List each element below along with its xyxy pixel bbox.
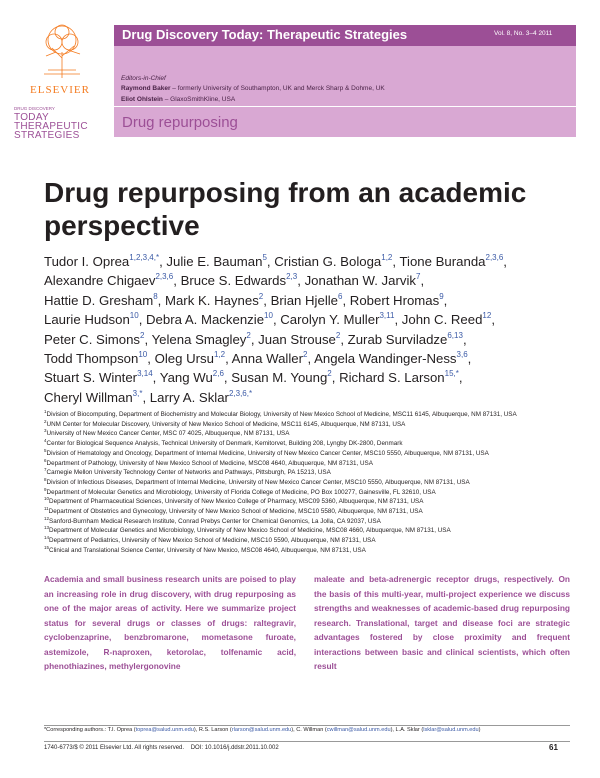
author-affiliation-marker[interactable]: 2 <box>246 330 251 340</box>
journal-logo <box>14 104 112 140</box>
author <box>160 370 224 385</box>
author-name: Laurie Hudson <box>44 312 130 328</box>
affiliation-number: 7 <box>44 467 47 473</box>
author-affiliation-marker[interactable]: 2 <box>327 369 332 379</box>
author <box>399 254 503 269</box>
journal-title: Drug Discovery Today: Therapeutic Strategies <box>122 27 408 42</box>
affiliation <box>44 536 564 546</box>
affiliation-text: Department of Molecular Genetics and Microbiology, University of New Mexico School of Medicine, MSC08 4660, Albuquerque, NM 87131, USA <box>49 527 451 535</box>
affiliation-number: 5 <box>44 447 47 453</box>
author <box>165 293 263 308</box>
affiliation <box>44 449 564 459</box>
affiliation <box>44 497 564 507</box>
affiliation-text: Department of Pediatrics, University of New Mexico School of Medicine, MSC10 5590, Albuquerque, NM 87131, USA <box>49 537 376 545</box>
author-line: Tudor I. Oprea$^{1,2,3,4,*}$, Julie E. Bauman$^5$, Cristian G. Bologa$^{1,2}$, Tione Buranda$^{2,3,6}$, <box>44 253 507 269</box>
affiliation-text: Center for Biological Sequence Analysis, Technical University of Denmark, Kemitorvet, Building 208, Lyngby DK-2800, Denmark <box>46 440 403 448</box>
corresponding-authors-footnote <box>44 727 570 733</box>
author-affiliation-marker[interactable]: 6 <box>338 291 343 301</box>
affiliation-number: 4 <box>44 438 47 444</box>
author-name: Bruce S. Edwards <box>180 273 287 289</box>
author-line: Todd Thompson$^{10}$, Oleg Ursu$^{1,2}$, Anna Waller$^2$, Angela Wandinger-Ness$^{3,6}$, <box>44 350 472 367</box>
author-name: Brian Hjelle <box>270 292 339 308</box>
affiliation <box>44 478 564 488</box>
author-line: Laurie Hudson$^{10}$, Debra A. Mackenzie$^{10}$, Carolyn Y. Muller$^{3,11}$, John C. Reed$^{12}$, <box>44 311 495 328</box>
affiliation <box>44 546 564 556</box>
affiliation-number: 2 <box>44 418 47 424</box>
author-name: Juan Strouse <box>258 331 336 347</box>
author-affiliation-marker[interactable]: 10 <box>264 311 273 321</box>
footnote-text: *Corresponding authors.: T.I. Oprea ( <box>44 727 136 733</box>
author-name: Oleg Ursu <box>154 351 214 367</box>
affiliation-number: 14 <box>44 535 50 541</box>
author <box>166 254 266 269</box>
affiliation-text: UNM Center for Molecular Discovery, University of New Mexico School of Medicine, MSC11 6145, Albuquerque, NM 87131, USA <box>46 420 406 428</box>
affiliation-number: 11 <box>44 506 49 512</box>
title-line: perspective <box>44 210 200 241</box>
author-affiliation-marker[interactable]: 1,2 <box>213 350 226 360</box>
email-link[interactable]: toprea@salud.unm.edu <box>135 727 194 733</box>
author-line: Stuart S. Winter$^{3,14}$, Yang Wu$^{2,6}$, Susan M. Young$^2$, Richard S. Larson$^{15,*}$, <box>44 369 463 386</box>
author-name: Angela Wandinger-Ness <box>314 351 457 367</box>
affiliation-number: 10 <box>44 496 50 502</box>
journal-logo-line: STRATEGIES <box>14 130 80 141</box>
author-line: Cheryl Willman$^{3,*}$, Larry A. Sklar$^{2,3,6,*}$ <box>44 388 253 405</box>
journal-logo-line: THERAPEUTIC <box>14 121 88 132</box>
editor-name: Raymond Baker <box>121 85 171 92</box>
affiliation-number: 8 <box>44 476 47 482</box>
author-affiliation-marker[interactable]: 6,13 <box>447 330 463 340</box>
author <box>44 254 159 269</box>
author <box>44 312 139 327</box>
author <box>44 370 153 385</box>
author-name: Julie E. Bauman <box>166 254 263 269</box>
affiliation-text: Department of Pathology, University of New Mexico School of Medicine, MSC08 4640, Albuquerque, NM 87131, USA <box>46 459 373 467</box>
author-name: Susan M. Young <box>231 370 328 386</box>
affiliation <box>44 439 564 449</box>
section-title: Drug repurposing <box>122 114 238 131</box>
author <box>152 332 251 347</box>
author <box>350 293 444 308</box>
author-affiliation-marker[interactable]: 2 <box>258 291 264 301</box>
author <box>305 273 421 288</box>
author <box>44 273 173 288</box>
affiliation-number: 1 <box>44 409 47 414</box>
author-line: Peter C. Simons$^2$, Yelena Smagley$^2$, Juan Strouse$^2$, Zurab Surviladze$^{6,13}$, <box>44 330 467 347</box>
journal-logo-line: TODAY <box>14 112 50 123</box>
author-list <box>44 252 574 407</box>
affiliation-number: 13 <box>44 525 50 531</box>
author <box>274 254 392 269</box>
author <box>146 312 273 327</box>
affiliation-text: Sanford-Burnham Medical Research Institute, Conrad Prebys Center for Chemical Genomics, La Jolla, CA 92037, USA <box>49 517 381 525</box>
author-name: Jonathan W. Jarvik <box>304 273 416 289</box>
paper-title <box>44 176 564 242</box>
footnote-text: ), L.A. Sklar ( <box>390 727 424 733</box>
affiliation-text: Division of Hematology and Oncology, Department of Internal Medicine, University of New Mexico Cancer Center, MSC10 5550, Albuquerque, NM 87131, USA <box>46 449 489 457</box>
author-name: Debra A. Mackenzie <box>146 312 265 328</box>
author <box>339 370 459 385</box>
author-affiliation-marker[interactable]: 2 <box>140 330 145 340</box>
author-affiliation-marker[interactable]: 5 <box>262 253 267 262</box>
author-name: Yang Wu <box>159 370 213 386</box>
author-affiliation-marker[interactable]: 10 <box>138 350 148 360</box>
author-affiliation-marker[interactable]: 2,3,6,* <box>228 388 253 398</box>
elsevier-tree-logo <box>36 22 88 80</box>
affiliation-number: 9 <box>44 486 47 492</box>
footer-divider <box>44 741 570 742</box>
abstract-column-1: Academia and small business research units are poised to play an increasing role in drug discovery, with drug repurposing as one of the major areas of activity. Here we summarize project status for several drugs or classes of drugs: raltegravir, cyclobenzaprine, benzbromarone, mometasone furoate, astemizole, R-naproxen, ketorolac, tolfenamic acid, phenothiazines, methylergonovine <box>44 574 296 671</box>
affiliation-list <box>44 410 564 556</box>
affiliation-number: 12 <box>44 515 50 521</box>
editor-2 <box>121 96 235 103</box>
author <box>44 332 144 347</box>
copyright-doi: 1740-6773/$ © 2011 Elsevier Ltd. All rights reserved. DOI: 10.1016/j.ddstr.2011.10.002 <box>44 745 279 751</box>
author-name: John C. Reed <box>401 312 483 328</box>
author-affiliation-marker[interactable]: 8 <box>153 291 158 301</box>
affiliation-number: 3 <box>44 428 47 434</box>
author-name: Todd Thompson <box>44 351 139 367</box>
author-affiliation-marker[interactable]: 2,3 <box>286 272 298 282</box>
author-affiliation-marker[interactable]: 2 <box>335 330 341 340</box>
author <box>44 293 158 308</box>
author <box>155 351 226 366</box>
affiliation-text: Department of Molecular Genetics and Microbiology, University of Florida College of Medicine, PO Box 100277, Gainesville, FL 32610, USA <box>46 488 436 496</box>
author <box>314 351 468 366</box>
author <box>232 351 308 366</box>
affiliation <box>44 488 564 498</box>
affiliation-text: Carnegie Mellon University Technology Center of Networks and Pathways, Pittsburgh, PA 15213, USA <box>46 469 331 477</box>
author-affiliation-marker[interactable]: 2,3,6 <box>485 253 504 262</box>
affiliation <box>44 507 564 517</box>
title-line: Drug repurposing from an academic <box>44 177 527 208</box>
author <box>44 351 147 366</box>
email-link[interactable]: rlarson@salud.unm.edu <box>231 727 292 733</box>
author <box>280 312 394 327</box>
affiliation <box>44 420 564 430</box>
author <box>271 293 343 308</box>
author <box>348 332 463 347</box>
author-affiliation-marker[interactable]: 2,6 <box>212 369 224 379</box>
author-affiliation-marker[interactable]: 3,* <box>132 388 143 398</box>
author-name: Yelena Smagley <box>151 331 247 347</box>
author <box>44 390 142 405</box>
author-affiliation-marker[interactable]: 15,* <box>444 369 459 379</box>
editor-affiliation: – formerly University of Southampton, UK and Merck Sharp & Dohme, UK <box>170 85 385 92</box>
publisher-name: ELSEVIER <box>30 84 90 96</box>
author-name: Robert Hromas <box>349 292 440 308</box>
author-affiliation-marker[interactable]: 2,3,6 <box>155 272 174 282</box>
affiliation-text: Division of Biocomputing, Department of Biochemistry and Molecular Biology, University of New Mexico School of Medicine, MSC11 6145, Albuquerque, NM 87131, USA <box>46 411 517 418</box>
affiliation <box>44 429 564 439</box>
affiliation <box>44 459 564 469</box>
author-name: Tione Buranda <box>399 254 486 269</box>
footnote-text: ) <box>478 727 481 733</box>
volume-info: Vol. 8, No. 3–4 2011 <box>494 30 553 37</box>
affiliation-text: Clinical and Translational Science Center, University of New Mexico, MSC08 4640, Albuquerque, NM 87131, USA <box>49 546 366 554</box>
author-affiliation-marker[interactable]: 3,14 <box>137 369 153 379</box>
author <box>231 370 332 385</box>
email-link[interactable]: lsklar@salud.unm.edu <box>423 727 479 733</box>
author-name: Cheryl Willman <box>44 389 133 405</box>
author-name: Mark K. Haynes <box>164 292 259 308</box>
author-name: Zurab Surviladze <box>347 331 448 347</box>
author-affiliation-marker[interactable]: 9 <box>439 291 444 301</box>
editor-affiliation: – GlaxoSmithKline, USA <box>162 96 236 103</box>
author <box>150 390 252 405</box>
footnote-text: ), C. Willman ( <box>291 727 327 733</box>
author-affiliation-marker[interactable]: 12 <box>482 311 492 321</box>
affiliation <box>44 517 564 527</box>
affiliation-text: Department of Pharmaceutical Sciences, University of New Mexico College of Pharmacy, MSC09 5360, Albuquerque, NM 87131, USA <box>49 498 424 506</box>
author-affiliation-marker[interactable]: 1,2 <box>381 253 393 262</box>
editor-1 <box>121 85 385 92</box>
author-affiliation-marker[interactable]: 3,6 <box>456 350 468 360</box>
author-name: Anna Waller <box>231 351 304 367</box>
author <box>181 273 298 288</box>
author-affiliation-marker[interactable]: 2 <box>303 350 308 360</box>
author-name: Peter C. Simons <box>44 331 141 347</box>
author-name: Alexandre Chigaev <box>44 273 156 289</box>
author-name: Carolyn Y. Muller <box>280 312 380 328</box>
author-name: Tudor I. Oprea <box>44 254 130 269</box>
affiliation <box>44 468 564 478</box>
footnote-divider <box>44 725 570 726</box>
author-name: Larry A. Sklar <box>149 389 229 405</box>
author-name: Hattie D. Gresham <box>44 292 154 308</box>
affiliation-text: Division of Infectious Diseases, Department of Internal Medicine, University of New Mexico Cancer Center, MSC10 5550, Albuquerque, NM 87131, USA <box>46 478 470 486</box>
affiliation <box>44 410 564 420</box>
email-link[interactable]: cwillman@salud.unm.edu <box>326 727 391 733</box>
author-name: Stuart S. Winter <box>44 370 138 386</box>
editor-name: Eliot Ohlstein <box>121 96 163 103</box>
affiliation <box>44 526 564 536</box>
author-affiliation-marker[interactable]: 7 <box>415 272 421 282</box>
affiliation-text: Department of Obstetrics and Gynecology, University of New Mexico School of Medicine, MSC10 5580, Albuquerque, NM 87131, USA <box>48 508 423 516</box>
author-affiliation-marker[interactable]: 1,2,3,4,* <box>129 253 160 262</box>
author-affiliation-marker[interactable]: 10 <box>129 311 139 321</box>
affiliation-number: 6 <box>44 457 47 463</box>
author-name: Richard S. Larson <box>339 370 445 386</box>
editors-label: Editors-in-Chief <box>121 75 166 82</box>
footnote-text: ), R.S. Larson ( <box>193 727 232 733</box>
page-number: 61 <box>549 743 558 752</box>
affiliation-text: University of New Mexico Cancer Center, MSC 07 4025, Albuquerque, NM 87131, USA <box>46 430 290 438</box>
affiliation-number: 15 <box>44 544 50 550</box>
author <box>258 332 340 347</box>
abstract-column-2: maleate and beta-adrenergic receptor drugs, respectively. On the basis of this multi-year, multi-project experience we discuss strengths and weaknesses of academic-based drug repurposing research. Translational, target and disease foci are strategic advantages fostered by close proximity and frequent interactions between basic and clinical scientists, which often result <box>314 574 570 671</box>
author-line: Hattie D. Gresham$^8$, Mark K. Haynes$^2$, Brian Hjelle$^6$, Robert Hromas$^9$, <box>44 291 448 308</box>
author <box>402 312 492 327</box>
author-affiliation-marker[interactable]: 3,11 <box>379 311 395 321</box>
journal-logo-small: DRUG DISCOVERY <box>14 106 55 111</box>
author-name: Cristian G. Bologa <box>274 254 382 269</box>
author-line: Alexandre Chigaev$^{2,3,6}$, Bruce S. Edwards$^{2,3}$, Jonathan W. Jarvik$^7$, <box>44 272 425 289</box>
